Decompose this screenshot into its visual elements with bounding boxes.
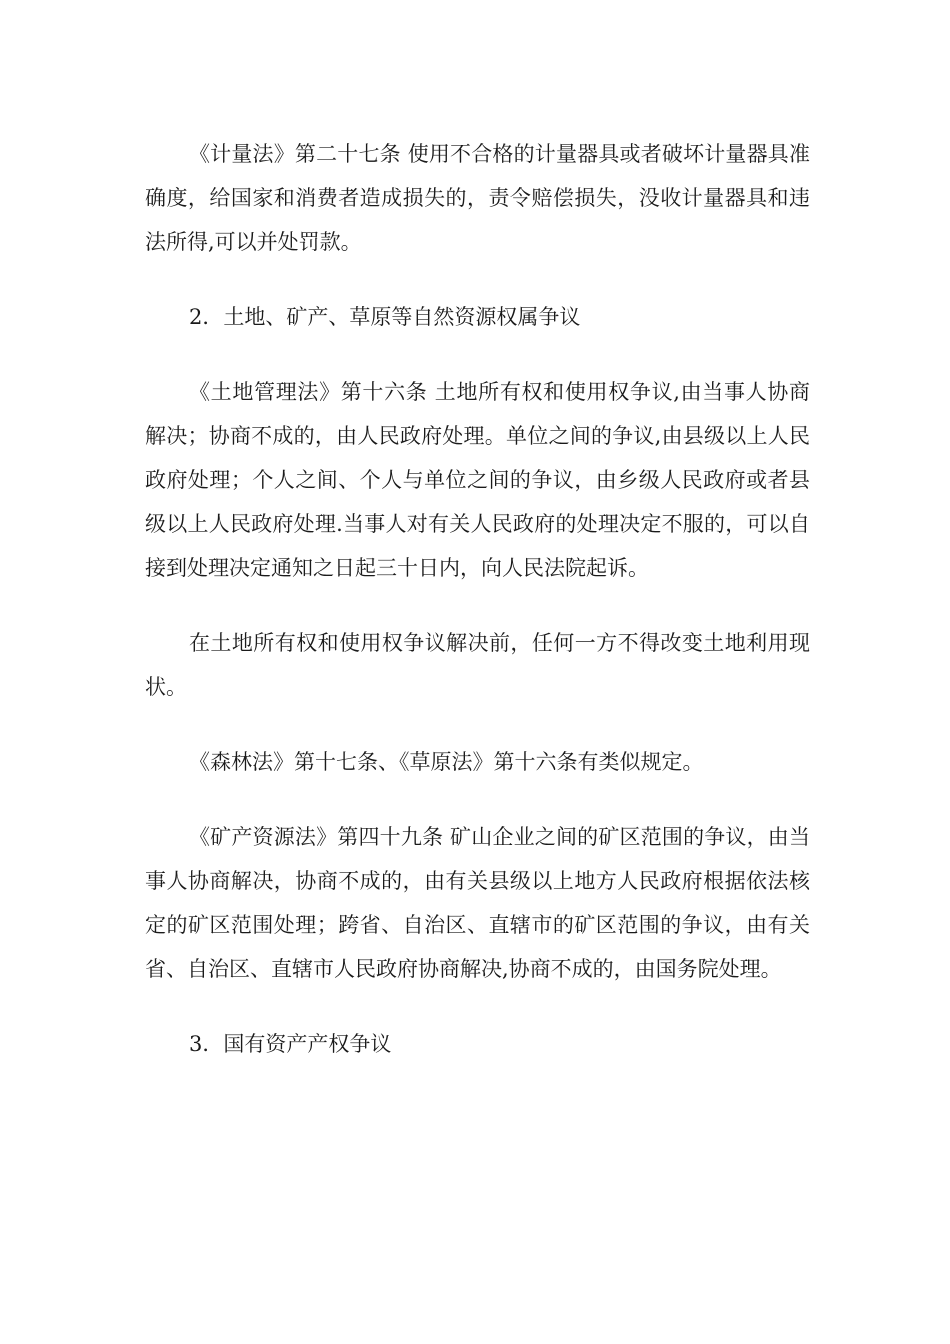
document-body [145, 132, 810, 1097]
paragraph-metrology-law: 《计量法》第二十七条 使用不合格的计量器具或者破坏计量器具准确度，给国家和消费者造成损失的，责令赔偿损失，没收计量器具和违法所得,可以并处罚款。 [145, 142, 810, 254]
section-heading-state-assets: 3．国有资产产权争议 [189, 1032, 392, 1056]
paragraph-mineral-resources-law: 《矿产资源法》第四十九条 矿山企业之间的矿区范围的争议，由当事人协商解决，协商不成的，由有关县级以上地方人民政府根据依法核定的矿区范围处理；跨省、自治区、直辖市的矿区范围的争议，由有关省、自治区、直辖市人民政府协商解决,协商不成的，由国务院处理。 [145, 825, 810, 981]
paragraph-land-management-law: 《土地管理法》第十六条 土地所有权和使用权争议,由当事人协商解决；协商不成的，由人民政府处理。单位之间的争议,由县级以上人民政府处理；个人之间、个人与单位之间的争议，由乡级人民政府或者县级以上人民政府处理.当事人对有关人民政府的处理决定不服的，可以自接到处理决定通知之日起三十日内，向人民法院起诉。 [145, 380, 810, 580]
paragraph-forest-grassland-law: 《森林法》第十七条、《草原法》第十六条有类似规定。 [189, 750, 704, 774]
paragraph-land-status-quo: 在土地所有权和使用权争议解决前，任何一方不得改变土地利用现状。 [145, 631, 810, 699]
section-heading-natural-resources: 2．土地、矿产、草原等自然资源权属争议 [189, 305, 581, 329]
